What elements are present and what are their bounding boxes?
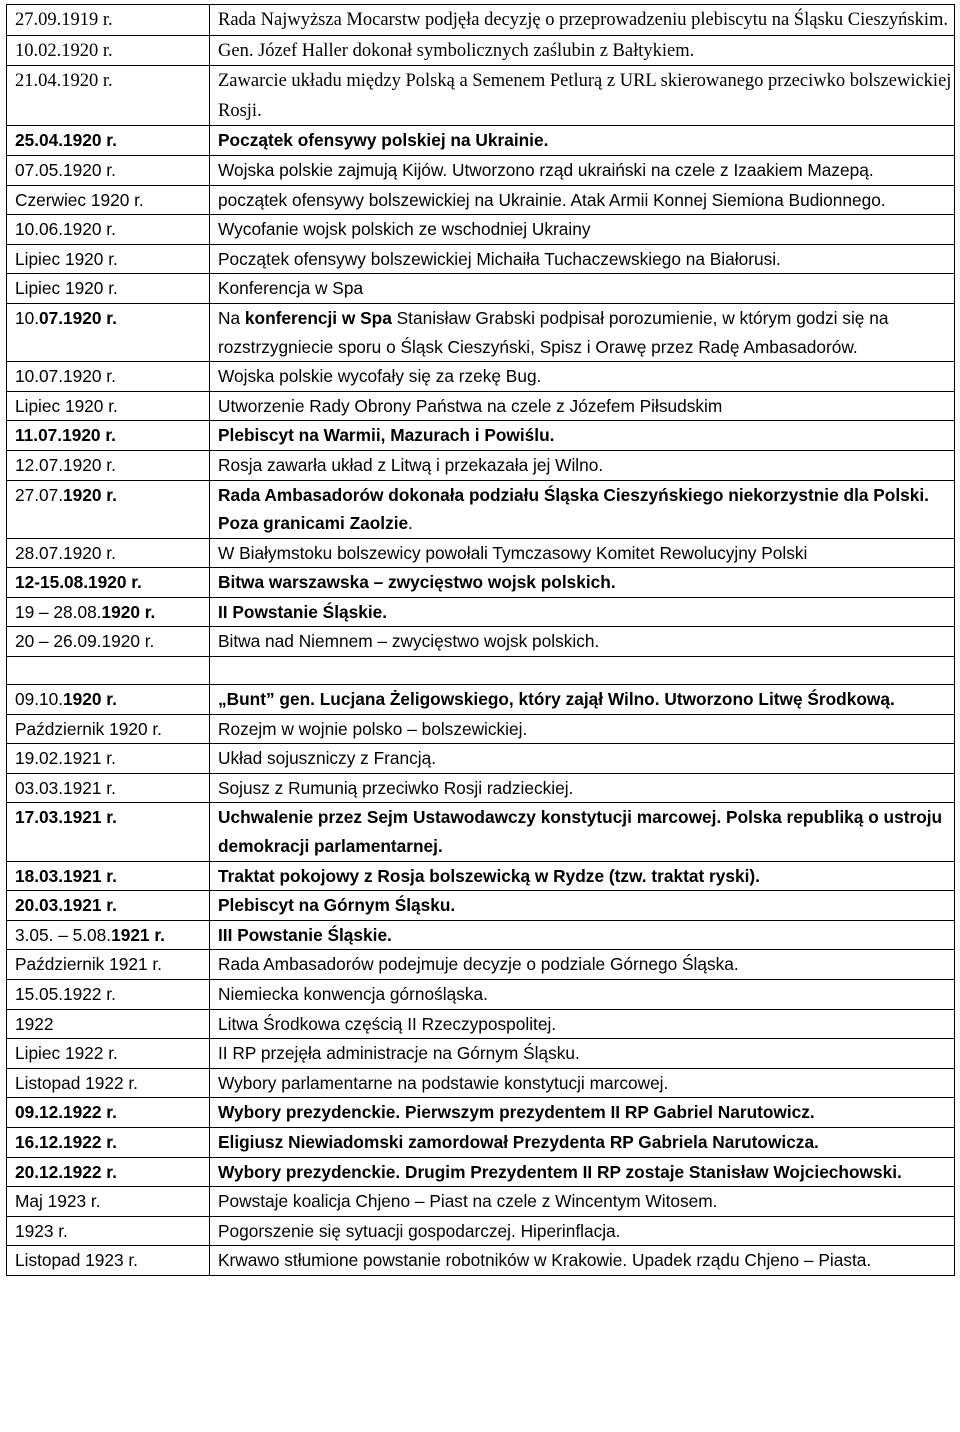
event-text: Krwawo stłumione powstanie robotników w Krakowie. Upadek rządu Chjeno – Piasta. [218,1250,872,1271]
date-text: 1922 [15,1013,54,1034]
date-text: Lipiec 1922 r. [15,1043,118,1064]
date-cell [7,66,210,126]
date-text: 20 – 26.09.1920 r. [15,631,155,652]
timeline-row [7,538,955,568]
date-text: 10.06.1920 r. [15,219,116,240]
date-text: 1920 r. [101,601,156,622]
timeline-row [7,244,955,274]
event-text: . [408,513,413,534]
event-cell [210,538,955,568]
timeline-row [7,1246,955,1276]
timeline-row [7,5,955,36]
event-cell [210,1098,955,1128]
date-text: 10. [15,307,40,328]
timeline-row [7,1009,955,1039]
timeline-row [7,155,955,185]
event-cell [210,627,955,657]
date-text: 28.07.1920 r. [15,542,116,563]
event-text: konferencji w Spa [244,307,392,328]
date-text: 21.04.1920 r. [15,71,113,92]
date-text: 16.12.1922 r. [15,1131,117,1152]
date-cell [7,744,210,774]
event-cell [210,215,955,245]
date-cell [7,597,210,627]
date-cell [7,627,210,657]
date-cell [7,685,210,715]
event-text: Rada Najwyższa Mocarstw podjęła decyzję o przeprowadzeniu plebiscytu na Śląsku Cieszyńskim. [218,10,949,30]
timeline-row [7,215,955,245]
event-cell [210,714,955,744]
date-text: 1921 r. [111,924,165,945]
date-cell [7,480,210,538]
event-cell [210,657,955,685]
event-cell [210,155,955,185]
date-cell [7,215,210,245]
event-cell [210,274,955,304]
event-text: „Bunt” gen. Lucjana Żeligowskiego, który zajął Wilno. Utworzono Litwę Środkową. [218,689,895,710]
spacer-row [7,657,955,685]
timeline-row [7,950,955,980]
date-text: 25.04.1920 r. [15,130,117,151]
event-text: Litwa Środkowa częścią II Rzeczypospolitej. [218,1013,557,1034]
timeline-row [7,744,955,774]
event-text: Konferencja w Spa [218,278,364,299]
event-text: Bitwa warszawska – zwycięstwo wojsk polskich. [218,572,616,593]
event-text: II RP przejęła administracje na Górnym Śląsku. [218,1043,580,1064]
timeline-row [7,391,955,421]
event-text: Wojska polskie wycofały się za rzekę Bug. [218,366,542,387]
timeline-row [7,891,955,921]
date-text: 18.03.1921 r. [15,865,117,886]
event-cell [210,450,955,480]
timeline-row [7,1157,955,1187]
date-text: 03.03.1921 r. [15,777,116,798]
date-cell [7,773,210,803]
date-cell [7,714,210,744]
date-text: 09.10. [15,689,64,710]
date-text: 3.05. – 5.08. [15,924,112,945]
event-text: początek ofensywy bolszewickiej na Ukrainie. Atak Armii Konnej Siemiona Budionnego. [218,189,886,210]
date-text: 17.03.1921 r. [15,807,117,828]
date-text: Maj 1923 r. [15,1191,101,1212]
event-text: Rosja zawarła układ z Litwą i przekazała jej Wilno. [218,454,604,475]
date-text: 20.12.1922 r. [15,1161,117,1182]
event-cell [210,685,955,715]
timeline-row [7,773,955,803]
event-text: Gen. Józef Haller dokonał symbolicznych zaślubin z Bałtykiem. [218,40,695,61]
timeline-row [7,714,955,744]
event-cell [210,597,955,627]
timeline-row [7,185,955,215]
date-cell [7,1187,210,1217]
event-text: Pogorszenie się sytuacji gospodarczej. Hiperinflacja. [218,1220,621,1241]
event-text: Układ sojuszniczy z Francją. [218,748,437,769]
event-text: Wycofanie wojsk polskich ze wschodniej Ukrainy [218,219,591,240]
date-cell [7,244,210,274]
date-text: 07.05.1920 r. [15,159,116,180]
event-text: Powstaje koalicja Chjeno – Piast na czele z Wincentym Witosem. [218,1191,718,1212]
date-cell [7,274,210,304]
timeline-table [6,4,955,1276]
timeline-row [7,421,955,451]
event-cell [210,1009,955,1039]
date-cell [7,657,210,685]
event-cell [210,391,955,421]
event-cell [210,66,955,126]
timeline-row [7,980,955,1010]
date-text: Listopad 1922 r. [15,1072,138,1093]
date-cell [7,1216,210,1246]
timeline-row [7,1216,955,1246]
date-cell [7,861,210,891]
timeline-row [7,35,955,66]
event-cell [210,35,955,66]
timeline-row [7,1098,955,1128]
date-text: Październik 1920 r. [15,718,162,739]
date-cell [7,450,210,480]
date-cell [7,391,210,421]
event-text: Stanisław Grabski podpisał porozumienie, w którym godzi się na rozstrzygniecie sporu o Śląsk Cieszyński, Spisz i Orawę przez Radę Ambasadorów. [218,307,889,357]
date-cell [7,803,210,861]
event-text: Wybory parlamentarne na podstawie konstytucji marcowej. [218,1072,669,1093]
date-cell [7,980,210,1010]
event-text: Wojska polskie zajmują Kijów. Utworzono rząd ukraiński na czele z Izaakiem Mazepą. [218,159,874,180]
date-cell [7,303,210,361]
event-cell [210,803,955,861]
date-text: Czerwiec 1920 r. [15,189,144,210]
event-cell [210,244,955,274]
date-cell [7,5,210,36]
date-text: 12.07.1920 r. [15,454,116,475]
event-cell [210,950,955,980]
event-text: II Powstanie Śląskie. [218,601,388,622]
event-cell [210,421,955,451]
timeline-row [7,480,955,538]
date-text: Lipiec 1920 r. [15,248,118,269]
timeline-row [7,861,955,891]
event-cell [210,744,955,774]
date-text: 19 – 28.08. [15,601,102,622]
date-cell [7,126,210,156]
date-text: 20.03.1921 r. [15,895,117,916]
timeline-row [7,1039,955,1069]
date-cell [7,950,210,980]
event-text: Wybory prezydenckie. Drugim Prezydentem II RP zostaje Stanisław Wojciechowski. [218,1161,902,1182]
event-cell [210,920,955,950]
timeline-row [7,66,955,126]
event-cell [210,185,955,215]
event-text: Wybory prezydenckie. Pierwszym prezydentem II RP Gabriel Narutowicz. [218,1102,815,1123]
event-cell [210,1039,955,1069]
timeline-row [7,803,955,861]
event-cell [210,891,955,921]
event-text: Utworzenie Rady Obrony Państwa na czele z Józefem Piłsudskim [218,395,723,416]
timeline-body [7,5,955,1276]
event-cell [210,126,955,156]
event-text: III Powstanie Śląskie. [218,924,392,945]
date-cell [7,538,210,568]
date-cell [7,1157,210,1187]
event-cell [210,1127,955,1157]
event-text: Na [218,307,245,328]
date-text: Lipiec 1920 r. [15,395,118,416]
timeline-row [7,627,955,657]
date-cell [7,1068,210,1098]
date-text: 12-15.08.1920 r. [15,572,142,593]
event-text: Początek ofensywy polskiej na Ukrainie. [218,130,549,151]
date-cell [7,1246,210,1276]
date-text: Październik 1921 r. [15,954,162,975]
event-text: Sojusz z Rumunią przeciwko Rosji radzieckiej. [218,777,574,798]
date-cell [7,155,210,185]
date-cell [7,35,210,66]
event-cell [210,1068,955,1098]
event-cell [210,362,955,392]
event-cell [210,1216,955,1246]
event-text: Eligiusz Niewiadomski zamordował Prezydenta RP Gabriela Narutowicza. [218,1131,819,1152]
date-text: 07.1920 r. [39,307,117,328]
event-text: Rozejm w wojnie polsko – bolszewickiej. [218,718,528,739]
event-text: Plebiscyt na Górnym Śląsku. [218,895,456,916]
date-text: 1920 r. [63,689,117,710]
date-text: 11.07.1920 r. [15,425,116,446]
date-text: 1923 r. [15,1220,68,1241]
timeline-row [7,1068,955,1098]
date-cell [7,421,210,451]
timeline-row [7,568,955,598]
date-text: 10.07.1920 r. [15,366,116,387]
timeline-row [7,1127,955,1157]
event-text: Zawarcie układu między Polską a Semenem Petlurą z URL skierowanego przeciwko bolszewickiej Rosji. [218,71,952,121]
date-cell [7,568,210,598]
date-cell [7,185,210,215]
date-text: 27.07. [15,484,64,505]
date-cell [7,1009,210,1039]
event-text: Bitwa nad Niemnem – zwycięstwo wojsk polskich. [218,631,600,652]
event-text: Plebiscyt na Warmii, Mazurach i Powiślu. [218,425,555,446]
event-cell [210,5,955,36]
event-cell [210,568,955,598]
event-cell [210,1187,955,1217]
date-text: Lipiec 1920 r. [15,278,118,299]
date-text: 15.05.1922 r. [15,984,116,1004]
date-cell [7,1098,210,1128]
timeline-row [7,450,955,480]
date-text: 27.09.1919 r. [15,10,113,30]
date-cell [7,1127,210,1157]
event-cell [210,980,955,1010]
timeline-row [7,274,955,304]
event-text: Niemiecka konwencja górnośląska. [218,984,488,1004]
event-cell [210,303,955,361]
timeline-row [7,362,955,392]
date-text: 1920 r. [63,484,117,505]
date-text: 19.02.1921 r. [15,748,116,769]
event-text: Traktat pokojowy z Rosja bolszewicką w Rydze (tzw. traktat ryski). [218,865,760,886]
event-cell [210,861,955,891]
timeline-row [7,1187,955,1217]
event-cell [210,1157,955,1187]
date-cell [7,920,210,950]
date-text: 09.12.1922 r. [15,1102,117,1123]
timeline-row [7,685,955,715]
event-text: Uchwalenie przez Sejm Ustawodawczy konstytucji marcowej. Polska republiką o ustroju demokracji parlamentarnej. [218,807,943,857]
timeline-row [7,303,955,361]
event-cell [210,773,955,803]
event-text: W Białymstoku bolszewicy powołali Tymczasowy Komitet Rewolucyjny Polski [218,542,808,563]
timeline-row [7,920,955,950]
timeline-row [7,597,955,627]
timeline-row [7,126,955,156]
event-text: Początek ofensywy bolszewickiej Michaiła Tuchaczewskiego na Białorusi. [218,248,781,269]
event-cell [210,1246,955,1276]
date-cell [7,891,210,921]
event-text: Rada Ambasadorów podejmuje decyzje o podziale Górnego Śląska. [218,954,739,975]
event-text: Rada Ambasadorów dokonała podziału Śląska Cieszyńskiego niekorzystnie dla Polski. Poza granicami Zaolzie [218,484,929,534]
date-cell [7,362,210,392]
date-cell [7,1039,210,1069]
date-text: Listopad 1923 r. [15,1250,138,1271]
event-cell [210,480,955,538]
date-text: 10.02.1920 r. [15,40,113,61]
